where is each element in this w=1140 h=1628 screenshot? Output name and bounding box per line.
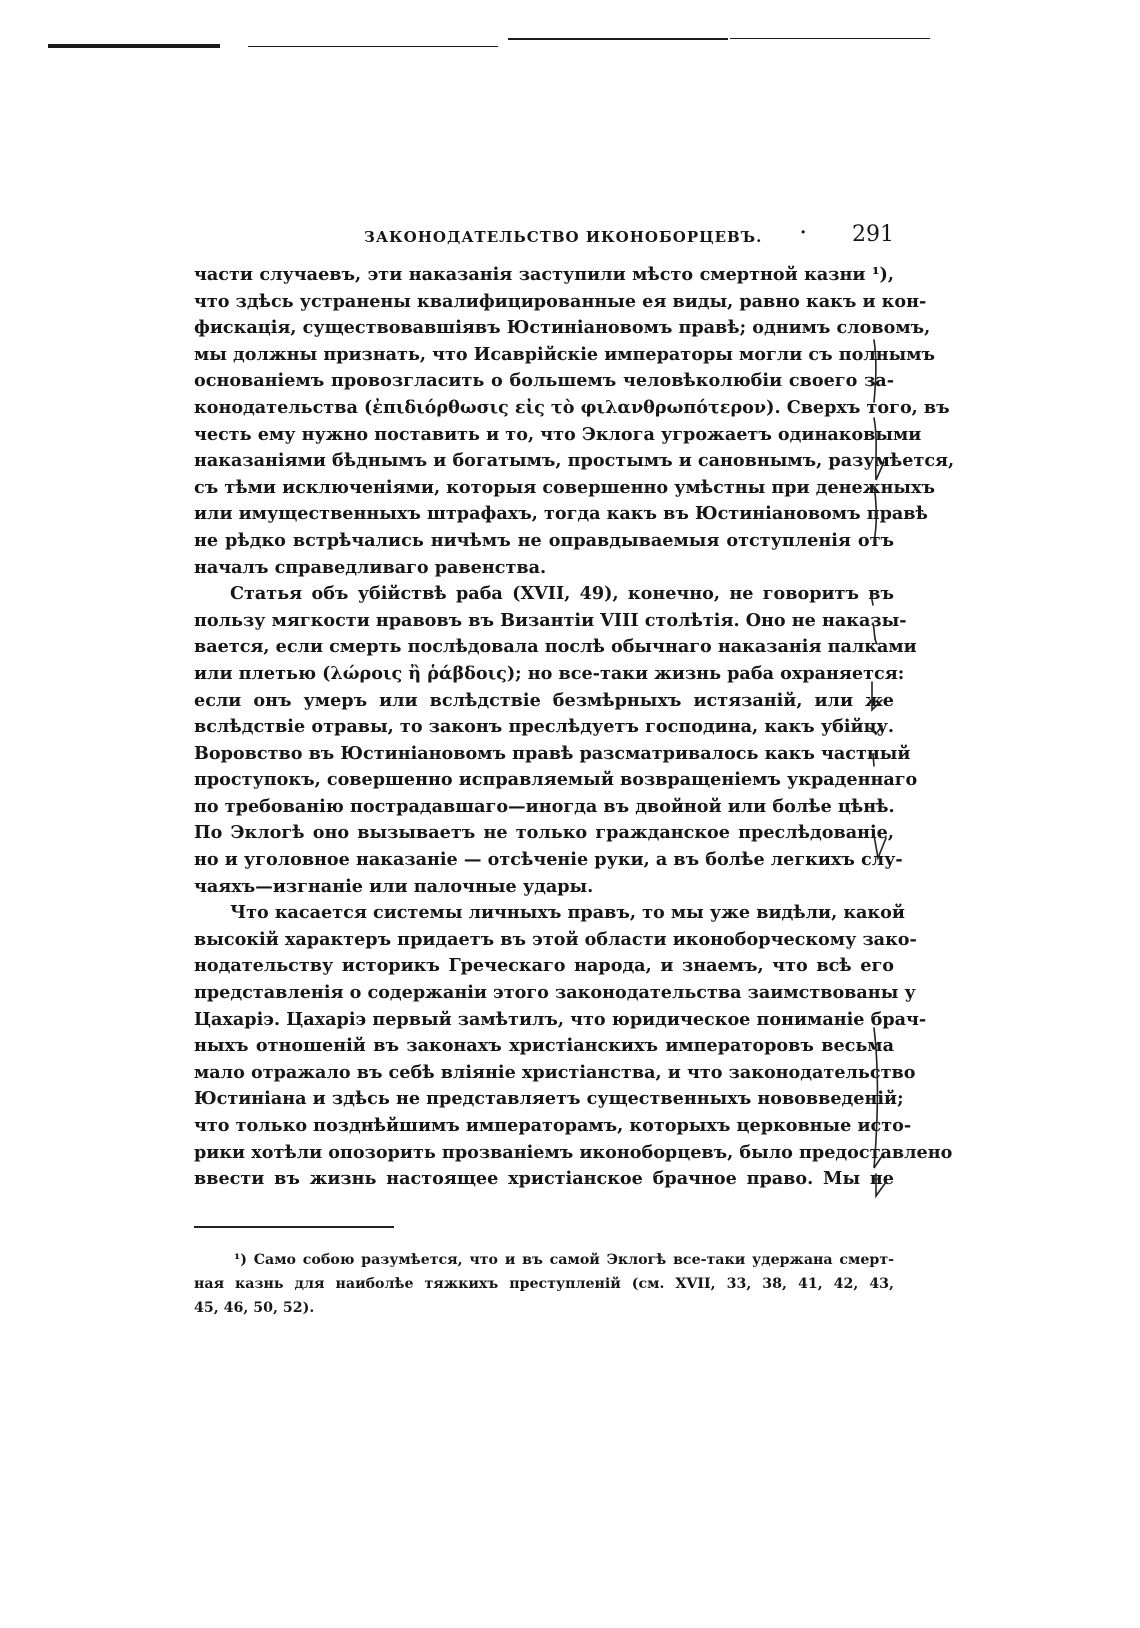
top-scan-rule [248, 46, 498, 47]
text-line: по требованію пострадавшаго—иногда въ двойной или болѣе цѣнѣ. [194, 795, 895, 817]
text-line: пользу мягкости нравовъ въ Византіи VIII столѣтія. Оно не наказы- [194, 609, 907, 631]
top-scan-rule [508, 38, 728, 40]
text-line: съ тѣми исключеніями, которыя совершенно умѣстны при денежныхъ [194, 476, 935, 498]
text-line: основаніемъ провозгласить о большемъ человѣколюбіи своего за- [194, 370, 894, 392]
text-line: высокій характеръ придаетъ въ этой области иконоборческому зако- [194, 928, 917, 950]
text-line: ввести въ жизнь настоящее христіанское брачное право. Мы не [194, 1168, 894, 1190]
body-text [194, 262, 955, 1193]
text-line: Цахаріэ. Цахаріэ первый замѣтилъ, что юридическое пониманіе брач- [194, 1008, 927, 1030]
text-line: если онъ умеръ или вслѣдствіе безмѣрныхъ истязаній, или же [194, 689, 894, 711]
text-line: мы должны признать, что Исаврійскіе императоры могли съ полнымъ [194, 343, 936, 365]
text-line: Воровство въ Юстиніановомъ правѣ разсматривалось какъ частный [194, 742, 911, 764]
text-line: конодательства (ἐπιδιόρθωσις εἰς τὸ φιλανθρωπότερον). Сверхъ того, въ [194, 396, 950, 418]
text-line: вслѣдствіе отравы, то законъ преслѣдуетъ господина, какъ убійцу. [194, 716, 894, 738]
text-line: наказаніями бѣднымъ и богатымъ, простымъ и сановнымъ, разумѣется, [194, 450, 955, 472]
text-line: Юстиніана и здѣсь не представляетъ существенныхъ нововведеній; [194, 1088, 904, 1110]
text-line: Статья объ убійствѣ раба (XVII, 49), конечно, не говоритъ въ [230, 583, 894, 605]
page-number: 291 [852, 222, 894, 247]
text-line: нодательству историкъ Греческаго народа, и знаемъ, что всѣ его [194, 955, 894, 977]
text-line: части случаевъ, эти наказанія заступили мѣсто смертной казни ¹), [194, 264, 894, 285]
text-line: ныхъ отношеній въ законахъ христіанскихъ императоровъ весьма [194, 1035, 894, 1057]
footnote-line: ¹) Само собою разумѣется, что и въ самой Эклогѣ все-таки удержана смерт- [234, 1252, 894, 1268]
footnote-rule [194, 1226, 394, 1228]
text-line: что здѣсь устранены квалифицированные ея виды, равно какъ и кон- [194, 290, 927, 312]
text-line: фискація, существовавшіявъ Юстиніановомъ правѣ; однимъ словомъ, [194, 317, 931, 339]
text-line: чаяхъ—изгнаніе или палочные удары. [194, 875, 594, 897]
text-line: представленія о содержаніи этого законодательства заимствованы у [194, 982, 916, 1004]
text-line: рики хотѣли опозорить прозваніемъ иконоборцевъ, было предоставлено [194, 1141, 953, 1163]
text-line: честь ему нужно поставить и то, что Эклога угрожаетъ одинаковыми [194, 423, 922, 445]
text-line: или имущественныхъ штрафахъ, тогда какъ въ Юстиніановомъ правѣ [194, 503, 928, 525]
text-line: но и уголовное наказаніе — отсѣченіе руки, а въ болѣе легкихъ слу- [194, 849, 903, 871]
footnote-line: ная казнь для наиболѣе тяжкихъ преступленій (см. XVII, 33, 38, 41, 42, 43, [194, 1276, 894, 1292]
page-header [194, 222, 894, 252]
text-line: мало отражало въ себѣ вліяніе христіанства, и что законодательство [194, 1061, 916, 1083]
text-line: Что касается системы личныхъ правъ, то мы уже видѣли, какой [230, 902, 905, 924]
text-line: что только позднѣйшимъ императорамъ, которыхъ церковные исто- [194, 1115, 912, 1136]
text-line: началъ справедливаго равенства. [194, 556, 547, 578]
footnote-line: 45, 46, 50, 52). [194, 1300, 315, 1316]
header-dot: · [800, 222, 807, 243]
running-title: ЗАКОНОДАТЕЛЬСТВО ИКОНОБОРЦЕВЪ. [364, 228, 763, 246]
text-line: вается, если смерть послѣдовала послѣ обычнаго наказанія палками [194, 636, 917, 658]
footnote [194, 1248, 894, 1320]
top-scan-rule [730, 38, 930, 39]
top-scan-rule [48, 44, 220, 48]
text-line: проступокъ, совершенно исправляемый возвращеніемъ украденнаго [194, 769, 918, 791]
text-line: По Эклогѣ оно вызываетъ не только гражданское преслѣдованіе, [194, 822, 894, 844]
text-line: не рѣдко встрѣчались ничѣмъ не оправдываемыя отступленія отъ [194, 529, 894, 551]
text-line: или плетью (λώροις ἢ ῥάβδοις); но все-таки жизнь раба охраняется: [194, 662, 905, 684]
